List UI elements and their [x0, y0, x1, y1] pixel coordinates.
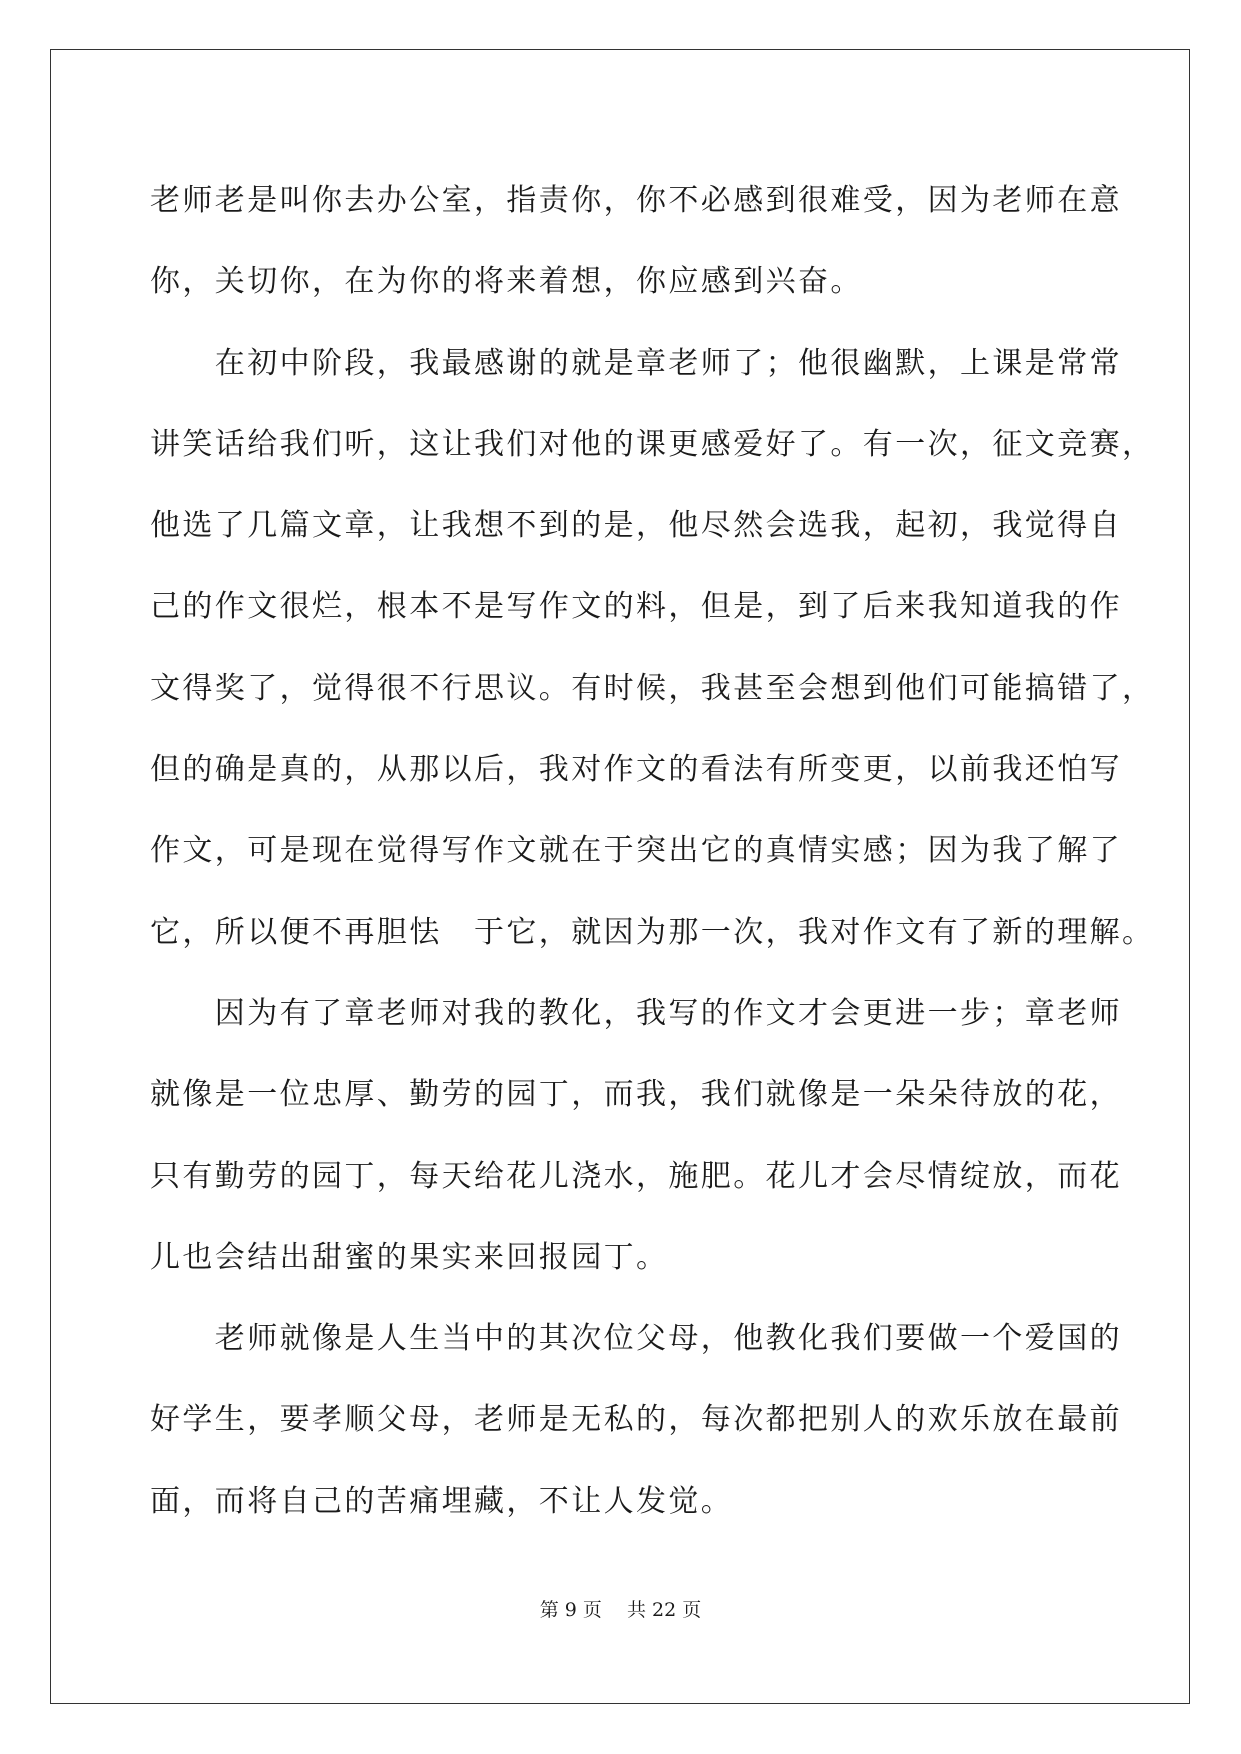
text-line: 面，而将自己的苦痛埋藏，不让人发觉。 [150, 1483, 734, 1519]
text-line: 讲笑话给我们听，这让我们对他的课更感爱好了。有一次，征文竞赛， [150, 426, 1155, 462]
page-footer [0, 1598, 1241, 1622]
text-line: 就像是一位忠厚、勤劳的园丁，而我，我们就像是一朵朵待放的花， [150, 1077, 1122, 1113]
text-line: 文得奖了，觉得很不行思议。有时候，我甚至会想到他们可能搞错了， [150, 670, 1155, 706]
text-line: 只有勤劳的园丁，每天给花儿浇水，施肥。花儿才会尽情绽放，而花 [150, 1158, 1122, 1194]
text-line: 儿也会结出甜蜜的果实来回报园丁。 [150, 1239, 669, 1275]
paragraph-start-line: 因为有了章老师对我的教化，我写的作文才会更进一步；章老师 [150, 995, 1122, 1031]
text-line: 好学生，要孝顺父母，老师是无私的，每次都把别人的欢乐放在最前 [150, 1402, 1122, 1438]
text-line: 作文，可是现在觉得写作文就在于突出它的真情实感；因为我了解了 [150, 833, 1122, 869]
document-body [150, 160, 1155, 1542]
page-number-label: 第 9 页 共 22 页 [539, 1599, 702, 1621]
text-line: 己的作文很烂，根本不是写作文的料，但是，到了后来我知道我的作 [150, 589, 1122, 625]
text-line: 你，关切你，在为你的将来着想，你应感到兴奋。 [150, 264, 863, 300]
paragraph-start-line: 在初中阶段，我最感谢的就是章老师了；他很幽默，上课是常常 [150, 345, 1122, 381]
text-line: 但的确是真的，从那以后，我对作文的看法有所变更，以前我还怕写 [150, 752, 1122, 788]
text-line: 老师老是叫你去办公室，指责你，你不必感到很难受，因为老师在意 [150, 183, 1122, 218]
paragraph-start-line: 老师就像是人生当中的其次位父母，他教化我们要做一个爱国的 [150, 1321, 1122, 1357]
text-line: 他选了几篇文章，让我想不到的是，他尽然会选我，起初，我觉得自 [150, 508, 1122, 544]
text-line: 它，所以便不再胆怯 于它，就因为那一次，我对作文有了新的理解。 [150, 914, 1155, 950]
